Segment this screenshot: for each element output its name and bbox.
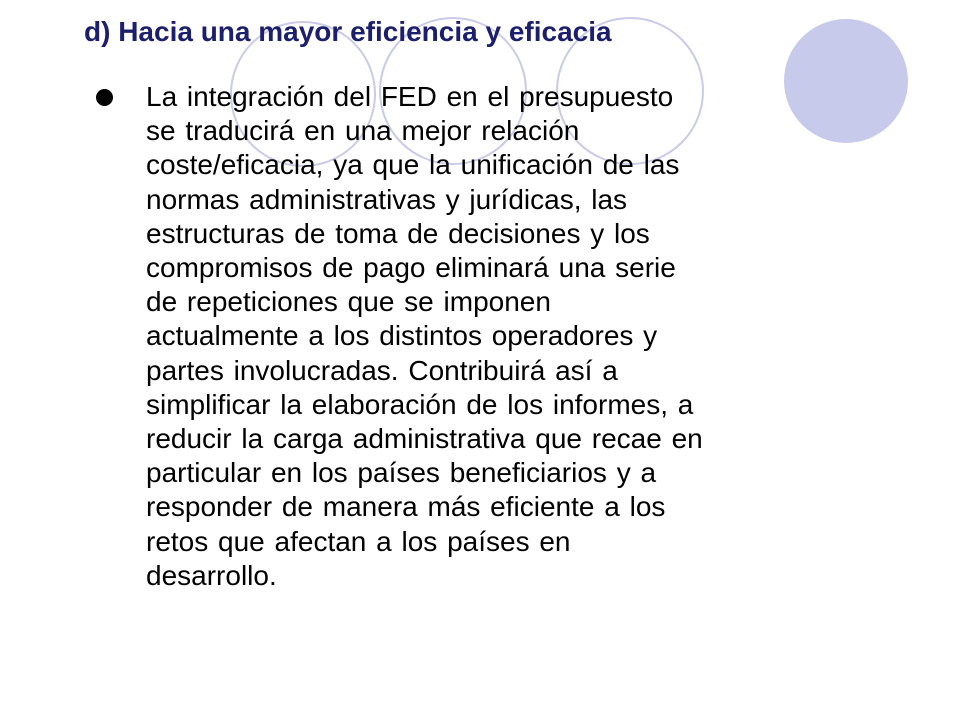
slide-title: d) Hacia una mayor eficiencia y eficacia (84, 16, 612, 47)
bullet-icon (96, 89, 113, 106)
bullet-text: La integración del FED en el presupuesto se traducirá en una mejor relación coste/eficacia, ya que la unificación de las normas administrativas y jurídicas, las estructuras de toma de decisiones y los compromisos de pago eliminará una serie de repeticiones que se imponen actualmente a los distintos operadores y partes involucradas. Contribuirá así a simplificar la elaboración de los informes, a reducir la carga administrativa que recae en particular en los países beneficiarios y a responder de manera más eficiente a los retos que afectan a los países en desarrollo. (146, 81, 703, 591)
